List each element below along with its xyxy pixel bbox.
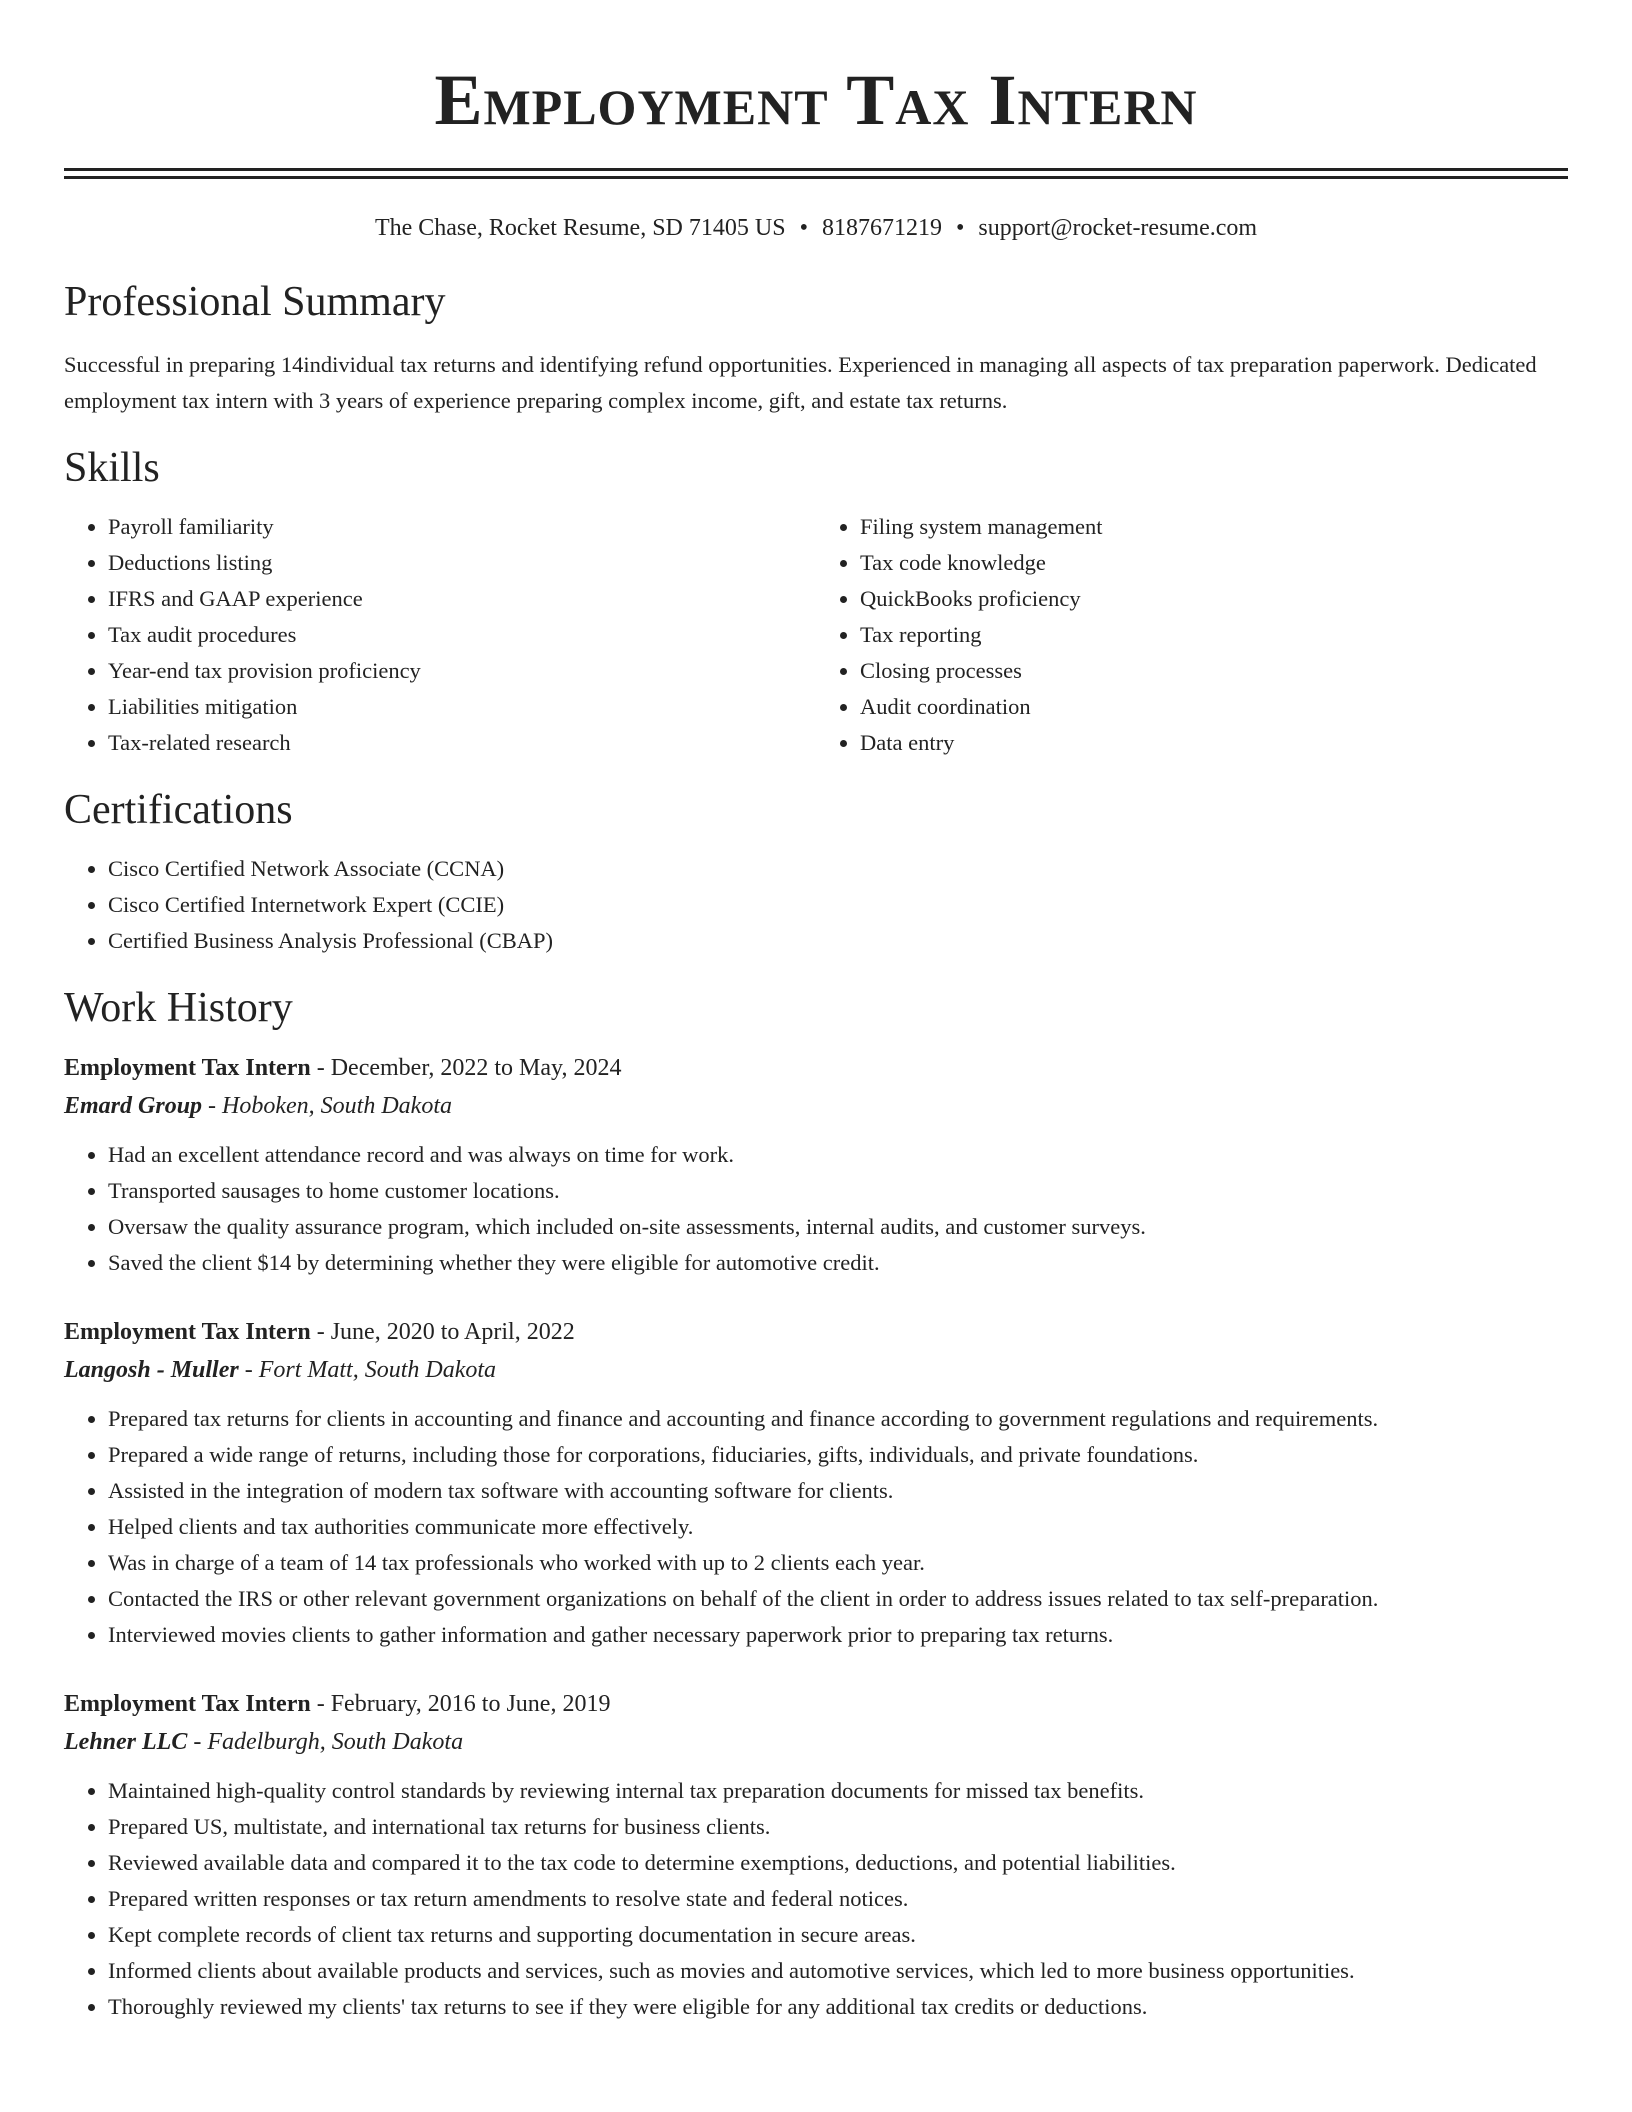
skill-item: • Payroll familiarity — [108, 509, 816, 545]
job-dates: June, 2020 to April, 2022 — [330, 1319, 575, 1345]
job-bullet: • Helped clients and tax authorities communicate more effectively. — [108, 1509, 1568, 1545]
job-bullet: • Transported sausages to home customer locations. — [108, 1173, 1568, 1209]
job-bullet: • Interviewed movies clients to gather information and gather necessary paperwork prior to preparing tax returns. — [108, 1617, 1568, 1653]
dash-separator: - — [187, 1729, 208, 1755]
certification-item: • Cisco Certified Network Associate (CCNA) — [108, 851, 1568, 887]
job-bullets — [64, 1137, 1568, 1281]
skill-item: • Tax reporting — [860, 617, 1568, 653]
job-bullet: • Informed clients about available products and services, such as movies and automotive services, which led to more business opportunities. — [108, 1953, 1568, 1989]
dash-separator: - — [310, 1319, 331, 1345]
skills-heading: Skills — [64, 445, 160, 491]
company-line — [64, 1087, 1568, 1125]
company-line — [64, 1351, 1568, 1389]
job-bullet: • Thoroughly reviewed my clients' tax returns to see if they were eligible for any additional tax credits or deductions. — [108, 1989, 1568, 2025]
skill-item: • Tax-related research — [108, 725, 816, 761]
company-location: Fadelburgh, South Dakota — [207, 1729, 464, 1755]
company-line — [64, 1723, 1568, 1761]
skills-grid — [64, 509, 1568, 761]
job-bullet: • Saved the client $14 by determining whether they were eligible for automotive credit. — [108, 1245, 1568, 1281]
job-title: Employment Tax Intern — [64, 1319, 311, 1345]
job-bullet: • Prepared written responses or tax return amendments to resolve state and federal notices. — [108, 1881, 1568, 1917]
contact-line — [64, 213, 1568, 243]
job-bullet: • Kept complete records of client tax returns and supporting documentation in secure areas. — [108, 1917, 1568, 1953]
skill-item: • Deductions listing — [108, 545, 816, 581]
job-bullet: • Oversaw the quality assurance program, which included on-site assessments, internal audits, and customer surveys. — [108, 1209, 1568, 1245]
resume-name: Employment Tax Intern — [434, 60, 1198, 140]
dash-separator: - — [238, 1357, 259, 1383]
contact-phone: 8187671219 — [821, 215, 942, 241]
dash-separator: - — [310, 1691, 331, 1717]
skill-item: • Closing processes — [860, 653, 1568, 689]
job-title: Employment Tax Intern — [64, 1691, 311, 1717]
company-name: Lehner LLC — [64, 1729, 188, 1755]
header-double-rule — [64, 168, 1568, 179]
job-dates: December, 2022 to May, 2024 — [330, 1055, 622, 1081]
dash-separator: - — [310, 1055, 331, 1081]
job-bullets — [64, 1401, 1568, 1653]
dash-separator: - — [202, 1093, 223, 1119]
job-bullet: • Prepared a wide range of returns, including those for corporations, fiduciaries, gifts, individuals, and private foundations. — [108, 1437, 1568, 1473]
job-entry — [64, 1049, 1568, 1281]
job-title-line — [64, 1685, 1568, 1723]
skills-list-left — [64, 509, 816, 761]
skills-list-right — [816, 509, 1568, 761]
contact-separator: • — [955, 215, 965, 241]
job-bullet: • Reviewed available data and compared it to the tax code to determine exemptions, deductions, and potential liabilities. — [108, 1845, 1568, 1881]
job-bullet: • Maintained high-quality control standards by reviewing internal tax preparation documents for missed tax benefits. — [108, 1773, 1568, 1809]
skill-item: • Liabilities mitigation — [108, 689, 816, 725]
work-history-heading: Work History — [64, 985, 293, 1031]
company-location: Hoboken, South Dakota — [222, 1093, 453, 1119]
skill-item: • QuickBooks proficiency — [860, 581, 1568, 617]
skill-item: • Filing system management — [860, 509, 1568, 545]
certifications-list — [64, 851, 1568, 959]
job-bullet: • Prepared US, multistate, and international tax returns for business clients. — [108, 1809, 1568, 1845]
job-bullet: • Prepared tax returns for clients in accounting and finance and accounting and finance according to government regulations and requirements. — [108, 1401, 1568, 1437]
summary-text: Successful in preparing 14individual tax returns and identifying refund opportunities. Experienced in managing all aspects of tax preparation paperwork. Dedicated employment tax intern with 3 years of experience preparing complex income, gift, and estate tax returns. — [64, 352, 1537, 413]
job-dates: February, 2016 to June, 2019 — [330, 1691, 611, 1717]
job-title-line — [64, 1049, 1568, 1087]
job-title-line — [64, 1313, 1568, 1351]
company-name: Emard Group — [64, 1093, 203, 1119]
certification-item: • Cisco Certified Internetwork Expert (CCIE) — [108, 887, 1568, 923]
job-bullet: • Was in charge of a team of 14 tax professionals who worked with up to 2 clients each year. — [108, 1545, 1568, 1581]
skill-item: • Year-end tax provision proficiency — [108, 653, 816, 689]
certifications-heading: Certifications — [64, 787, 293, 833]
summary-heading: Professional Summary — [64, 279, 446, 325]
job-bullet: • Had an excellent attendance record and was always on time for work. — [108, 1137, 1568, 1173]
skill-item: • Tax code knowledge — [860, 545, 1568, 581]
contact-email: support@rocket-resume.com — [978, 215, 1258, 241]
contact-address: The Chase, Rocket Resume, SD 71405 US — [374, 215, 786, 241]
skill-item: • Audit coordination — [860, 689, 1568, 725]
certification-item: • Certified Business Analysis Professional (CBAP) — [108, 923, 1568, 959]
job-bullet: • Assisted in the integration of modern tax software with accounting software for clients. — [108, 1473, 1568, 1509]
job-entry — [64, 1685, 1568, 2025]
company-name: Langosh - Muller — [64, 1357, 239, 1383]
skill-item: • Data entry — [860, 725, 1568, 761]
job-title: Employment Tax Intern — [64, 1055, 311, 1081]
company-location: Fort Matt, South Dakota — [258, 1357, 497, 1383]
contact-separator: • — [799, 215, 808, 241]
job-bullets — [64, 1773, 1568, 2025]
job-entry — [64, 1313, 1568, 1653]
skill-item: • Tax audit procedures — [108, 617, 816, 653]
job-bullet: • Contacted the IRS or other relevant government organizations on behalf of the client in order to address issues related to tax self-preparation. — [108, 1581, 1568, 1617]
skill-item: • IFRS and GAAP experience — [108, 581, 816, 617]
